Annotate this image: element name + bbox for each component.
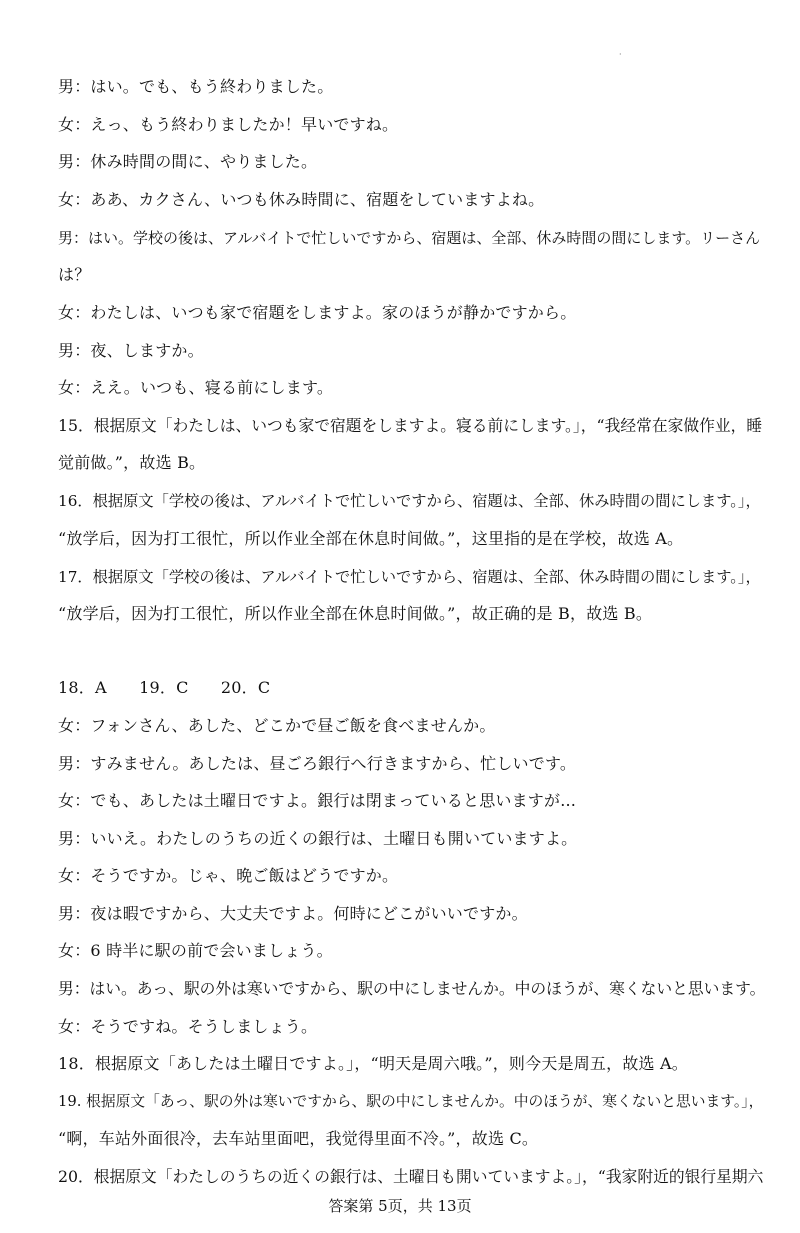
explanation-line: 16．根据原文「学校の後は、アルバイトで忙しいですから、宿題は、全部、休み時間の間にします。」， (58, 492, 761, 510)
dialogue-line: は？ (58, 265, 91, 284)
dialogue-line: 女：わたしは、いつも家で宿題をしますよ。家のほうが静かですから。 (58, 303, 577, 322)
explanation-line: 17．根据原文「学校の後は、アルバイトで忙しいですから、宿題は、全部、休み時間の間にします。」， (58, 568, 761, 586)
explanation-line: 觉前做。”，故选 B。 (58, 453, 206, 472)
dialogue-line: 女：でも、あしたは土曜日ですよ。銀行は閉まっていると思いますが... (58, 791, 577, 810)
dialogue-line: 男：いいえ。わたしのうちの近くの銀行は、土曜日も開いていますよ。 (58, 829, 578, 848)
dialogue-line: 男：はい。学校の後は、アルバイトで忙しいですから、宿題は、全部、休み時間の間にします。リーさん (58, 229, 761, 247)
corner-mark: · (619, 50, 622, 59)
explanation-line: 20．根据原文「わたしのうちの近くの銀行は、土曜日も開いていますよ。」，“我家附近的银行星期六 (58, 1167, 764, 1186)
explanation-line: “啊，车站外面很冷，去车站里面吧，我觉得里面不冷。”，故选 C。 (58, 1129, 539, 1148)
dialogue-line: 女：ああ、カクさん、いつも休み時間に、宿題をしていますよね。 (58, 190, 545, 209)
page-footer: 答案第 5页，共 13页 (328, 1197, 472, 1215)
dialogue-line: 男：すみません。あしたは、昼ごろ銀行へ行きますから、忙しいです。 (58, 754, 577, 773)
explanation-line: 18．根据原文「あしたは土曜日ですよ。」，“明天是周六哦。”，则今天是周五，故选 A。 (58, 1054, 688, 1073)
dialogue-line: 男：夜、しますか。 (58, 341, 204, 360)
dialogue-line: 女：6 時半に駅の前で会いましょう。 (58, 941, 333, 960)
answer-key-line: 18．A 19．C 20．C (58, 678, 271, 697)
dialogue-line: 女：そうですか。じゃ、晩ご飯はどうですか。 (58, 866, 399, 885)
dialogue-line: 女：ええ。いつも、寝る前にします。 (58, 378, 334, 397)
dialogue-line: 男：はい。でも、もう終わりました。 (58, 77, 334, 96)
dialogue-line: 女：そうですね。そうしましょう。 (58, 1017, 318, 1036)
dialogue-line: 女：えっ、もう終わりましたか！早いですね。 (58, 115, 399, 134)
dialogue-line: 女：フォンさん、あした、どこかで昼ご飯を食べませんか。 (58, 716, 496, 735)
explanation-line: 19. 根据原文「あっ、駅の外は寒いですから、駅の中にしませんか。中のほうが、寒くないと思います。」， (58, 1093, 764, 1110)
explanation-line: “放学后，因为打工很忙，所以作业全部在休息时间做。”，这里指的是在学校，故选 A。 (58, 529, 684, 548)
dialogue-line: 男：はい。あっ、駅の外は寒いですから、駅の中にしませんか。中のほうが、寒くないと思います。 (58, 979, 766, 998)
dialogue-line: 男：休み時間の間に、やりました。 (58, 152, 318, 171)
explanation-line: “放学后，因为打工很忙，所以作业全部在休息时间做。”，故正确的是 B，故选 B。 (58, 604, 653, 623)
explanation-line: 15．根据原文「わたしは、いつも家で宿題をしますよ。寝る前にします。」，“我经常在家做作业，睡 (58, 416, 763, 435)
dialogue-line: 男：夜は暇ですから、大丈夫ですよ。何時にどこがいいですか。 (58, 904, 528, 923)
